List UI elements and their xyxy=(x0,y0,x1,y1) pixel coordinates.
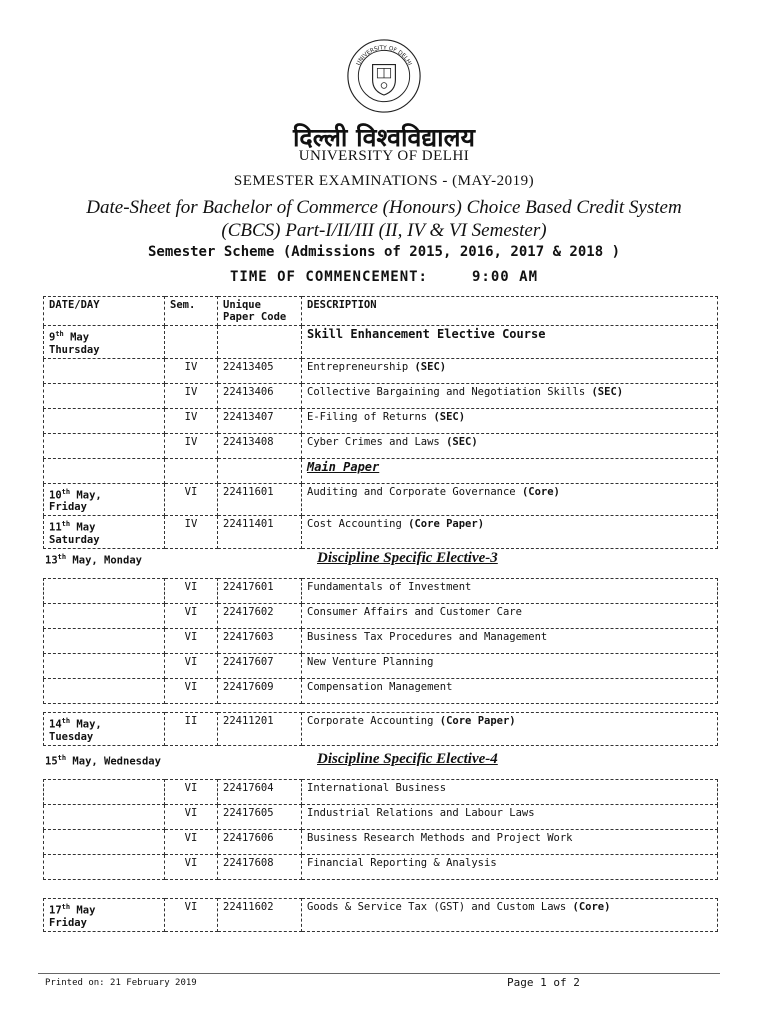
table-row: IV 22413407 E-Filing of Returns (SEC) xyxy=(44,408,718,433)
col-sem: Sem. xyxy=(165,297,218,326)
table-row: VI 22417607 New Venture Planning xyxy=(44,654,718,679)
datesheet-table-dse3 xyxy=(43,578,718,704)
table-row: VI 22417602 Consumer Affairs and Customer Care xyxy=(44,604,718,629)
date-cell: 17th May Friday xyxy=(44,899,165,932)
table-row: 17th May Friday VI 22411602 Goods & Service Tax (GST) and Custom Laws (Core) xyxy=(44,899,718,932)
table-row: 14th May, Tuesday II 22411201 Corporate Accounting (Core Paper) xyxy=(44,713,718,746)
hindi-university-name: दिल्ली विश्वविद्यालय xyxy=(292,123,476,152)
datesheet-table-dse4 xyxy=(43,779,718,880)
table-row: IV 22413405 Entrepreneurship (SEC) xyxy=(44,358,718,383)
time-label: TIME OF COMMENCEMENT: xyxy=(229,269,428,285)
dse3-title: Discipline Specific Elective-3 xyxy=(317,550,498,566)
university-seal-icon xyxy=(346,38,422,114)
printed-on: Printed on: 21 February 2019 xyxy=(45,978,197,988)
datesheet-title-line2: (CBCS) Part-I/II/III (II, IV & VI Semester) xyxy=(221,220,547,241)
table-row: 10th May, Friday VI 22411601 Auditing and Corporate Governance (Core) xyxy=(44,483,718,516)
footer-divider xyxy=(38,973,720,974)
table-row: VI 22417601 Fundamentals of Investment xyxy=(44,579,718,604)
dse3-date: 13th May, Monday xyxy=(45,553,142,567)
col-desc: DESCRIPTION xyxy=(302,297,718,326)
university-name: UNIVERSITY OF DELHI xyxy=(298,148,470,164)
datesheet-title-line1: Date-Sheet for Bachelor of Commerce (Honours) Choice Based Credit System xyxy=(86,197,682,218)
dse4-date: 15th May, Wednesday xyxy=(45,754,161,768)
date-cell: 9th May Thursday xyxy=(44,326,165,359)
table-row: IV 22413406 Collective Bargaining and Negotiation Skills (SEC) xyxy=(44,383,718,408)
table-row xyxy=(44,326,718,359)
col-date: DATE/DAY xyxy=(44,297,165,326)
table-row: VI 22417605 Industrial Relations and Labour Laws xyxy=(44,805,718,830)
table-header-row xyxy=(44,297,718,326)
datesheet-table-main xyxy=(43,296,718,549)
table-row: VI 22417604 International Business xyxy=(44,780,718,805)
date-cell: 11th May Saturday xyxy=(44,516,165,549)
svg-text:UNIVERSITY OF DELHI: UNIVERSITY OF DELHI xyxy=(355,45,413,67)
dse4-title: Discipline Specific Elective-4 xyxy=(317,751,498,767)
table-row: VI 22417606 Business Research Methods and Project Work xyxy=(44,830,718,855)
date-cell: 10th May, Friday xyxy=(44,483,165,516)
table-row: VI 22417603 Business Tax Procedures and Management xyxy=(44,629,718,654)
datesheet-table-may17 xyxy=(43,898,718,932)
table-row: VI 22417609 Compensation Management xyxy=(44,679,718,704)
page-number: Page 1 of 2 xyxy=(507,976,580,989)
exam-title: SEMESTER EXAMINATIONS - (MAY-2019) xyxy=(233,173,535,189)
main-paper-heading: Main Paper xyxy=(307,459,380,474)
sec-heading: Skill Enhancement Elective Course xyxy=(307,327,546,341)
time-value: 9:00 AM xyxy=(472,269,539,285)
semester-scheme: Semester Scheme (Admissions of 2015, 2016, 2017 & 2018 ) xyxy=(147,244,620,260)
col-code: Unique Paper Code xyxy=(218,297,302,326)
time-of-commencement xyxy=(0,269,768,285)
table-row xyxy=(44,458,718,483)
table-row: 11th May Saturday IV 22411401 Cost Accounting (Core Paper) xyxy=(44,516,718,549)
table-row: IV 22413408 Cyber Crimes and Laws (SEC) xyxy=(44,433,718,458)
datesheet-table-may14 xyxy=(43,712,718,746)
date-cell: 14th May, Tuesday xyxy=(44,713,165,746)
table-row: VI 22417608 Financial Reporting & Analysis xyxy=(44,855,718,880)
